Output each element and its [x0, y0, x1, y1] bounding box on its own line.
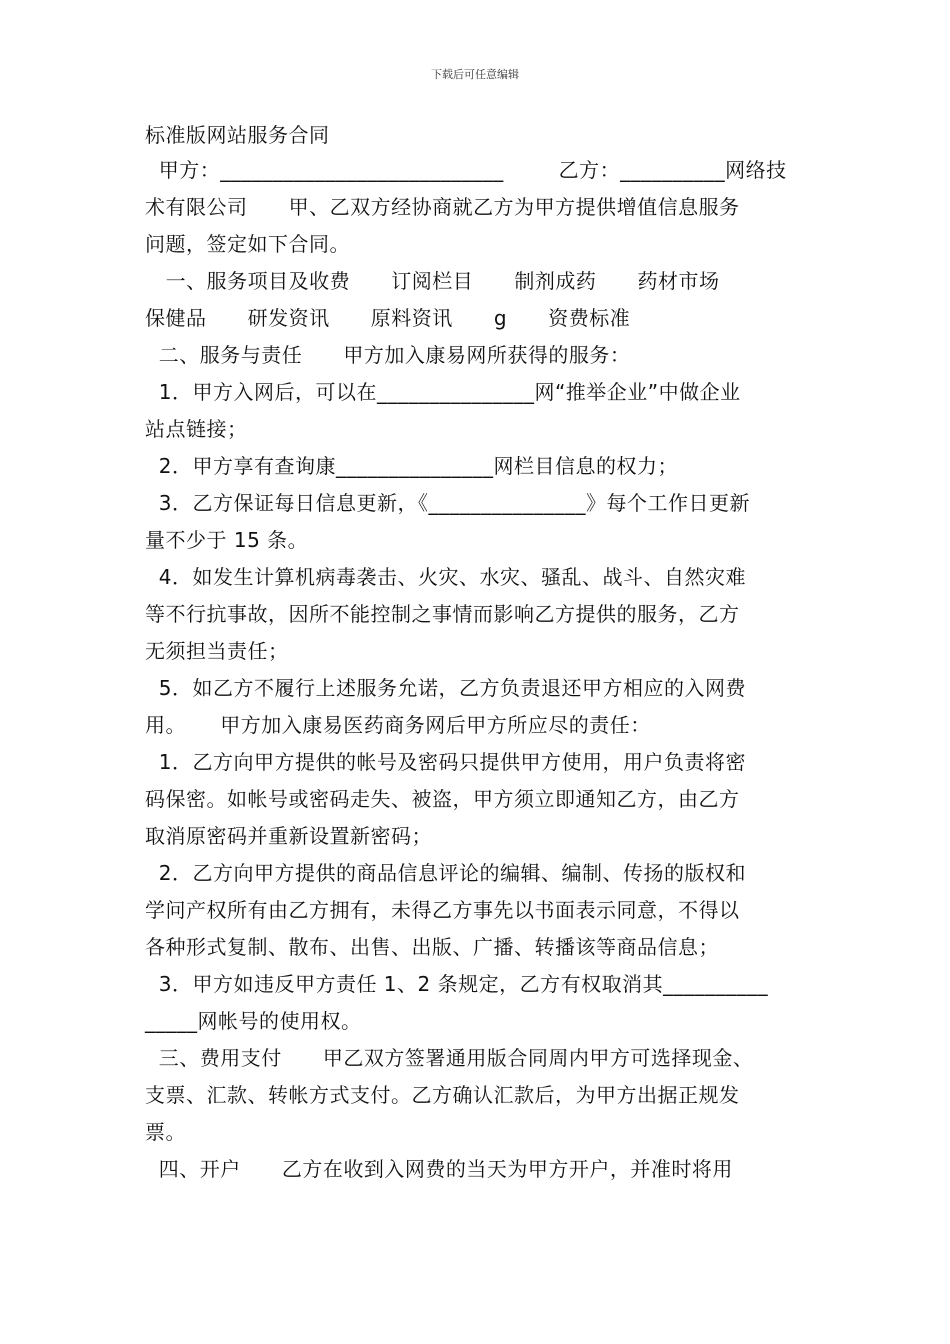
- text-line: 学问产权所有由乙方拥有，未得乙方事先以书面表示同意，不得以: [145, 898, 740, 922]
- text-line: 量不少于 15 条。: [145, 528, 309, 552]
- text-line: 2．乙方向甲方提供的商品信息评论的编辑、编制、传扬的版权和: [145, 861, 746, 885]
- text-line: 无须担当责任；: [145, 639, 289, 663]
- document-body: [145, 118, 815, 1188]
- document-title: 标准版网站服务合同: [145, 123, 330, 147]
- text-line: 问题，签定如下合同。: [145, 232, 350, 256]
- text-line: 码保密。如帐号或密码走失、被盗，甲方须立即通知乙方，由乙方: [145, 787, 740, 811]
- text-line: 取消原密码并重新设置新密码；: [145, 824, 432, 848]
- text-line: 四、开户 乙方在收到入网费的当天为甲方开户，并准时将用: [145, 1157, 733, 1181]
- text-line: 保健品 研发资讯 原料资讯 g 资费标准: [145, 306, 631, 330]
- text-line: 2．甲方享有查询康_______________网栏目信息的权力；: [145, 454, 678, 478]
- text-line: 4．如发生计算机病毒袭击、火灾、水灾、骚乱、战斗、自然灾难: [145, 565, 746, 589]
- text-line: 1．甲方入网后，可以在_______________网“推举企业”中做企业: [145, 380, 741, 404]
- text-line: 各种形式复制、散布、出售、出版、广播、转播该等商品信息；: [145, 935, 719, 959]
- text-line: 甲方：___________________________ 乙方：__________网络技: [145, 158, 787, 182]
- text-line: 术有限公司 甲、乙双方经协商就乙方为甲方提供增值信息服务: [145, 195, 740, 219]
- page-header: 下载后可任意编辑: [431, 68, 519, 81]
- text-line: 站点链接；: [145, 417, 248, 441]
- text-line: 支票、汇款、转帐方式支付。乙方确认汇款后，为甲方出据正规发: [145, 1083, 740, 1107]
- text-line: 二、服务与责任 甲方加入康易网所获得的服务：: [145, 343, 631, 367]
- text-line: 5．如乙方不履行上述服务允诺，乙方负责退还甲方相应的入网费: [145, 676, 746, 700]
- text-line: 1．乙方向甲方提供的帐号及密码只提供甲方使用，用户负责将密: [145, 750, 746, 774]
- text-line: 3．甲方如违反甲方责任 1、2 条规定，乙方有权取消其__________: [145, 972, 769, 996]
- text-line: 3．乙方保证每日信息更新，《_______________》每个工作日更新: [145, 491, 750, 515]
- text-line: 票。: [145, 1120, 186, 1144]
- text-line: 用。 甲方加入康易医药商务网后甲方所应尽的责任：: [145, 713, 651, 737]
- text-line: 三、费用支付 甲乙双方签署通用版合同周内甲方可选择现金、: [145, 1046, 754, 1070]
- text-line: 等不行抗事故，因所不能控制之事情而影响乙方提供的服务，乙方: [145, 602, 740, 626]
- text-line: _____网帐号的使用权。: [145, 1009, 362, 1033]
- text-line: 一、服务项目及收费 订阅栏目 制剂成药 药材市场: [145, 269, 720, 293]
